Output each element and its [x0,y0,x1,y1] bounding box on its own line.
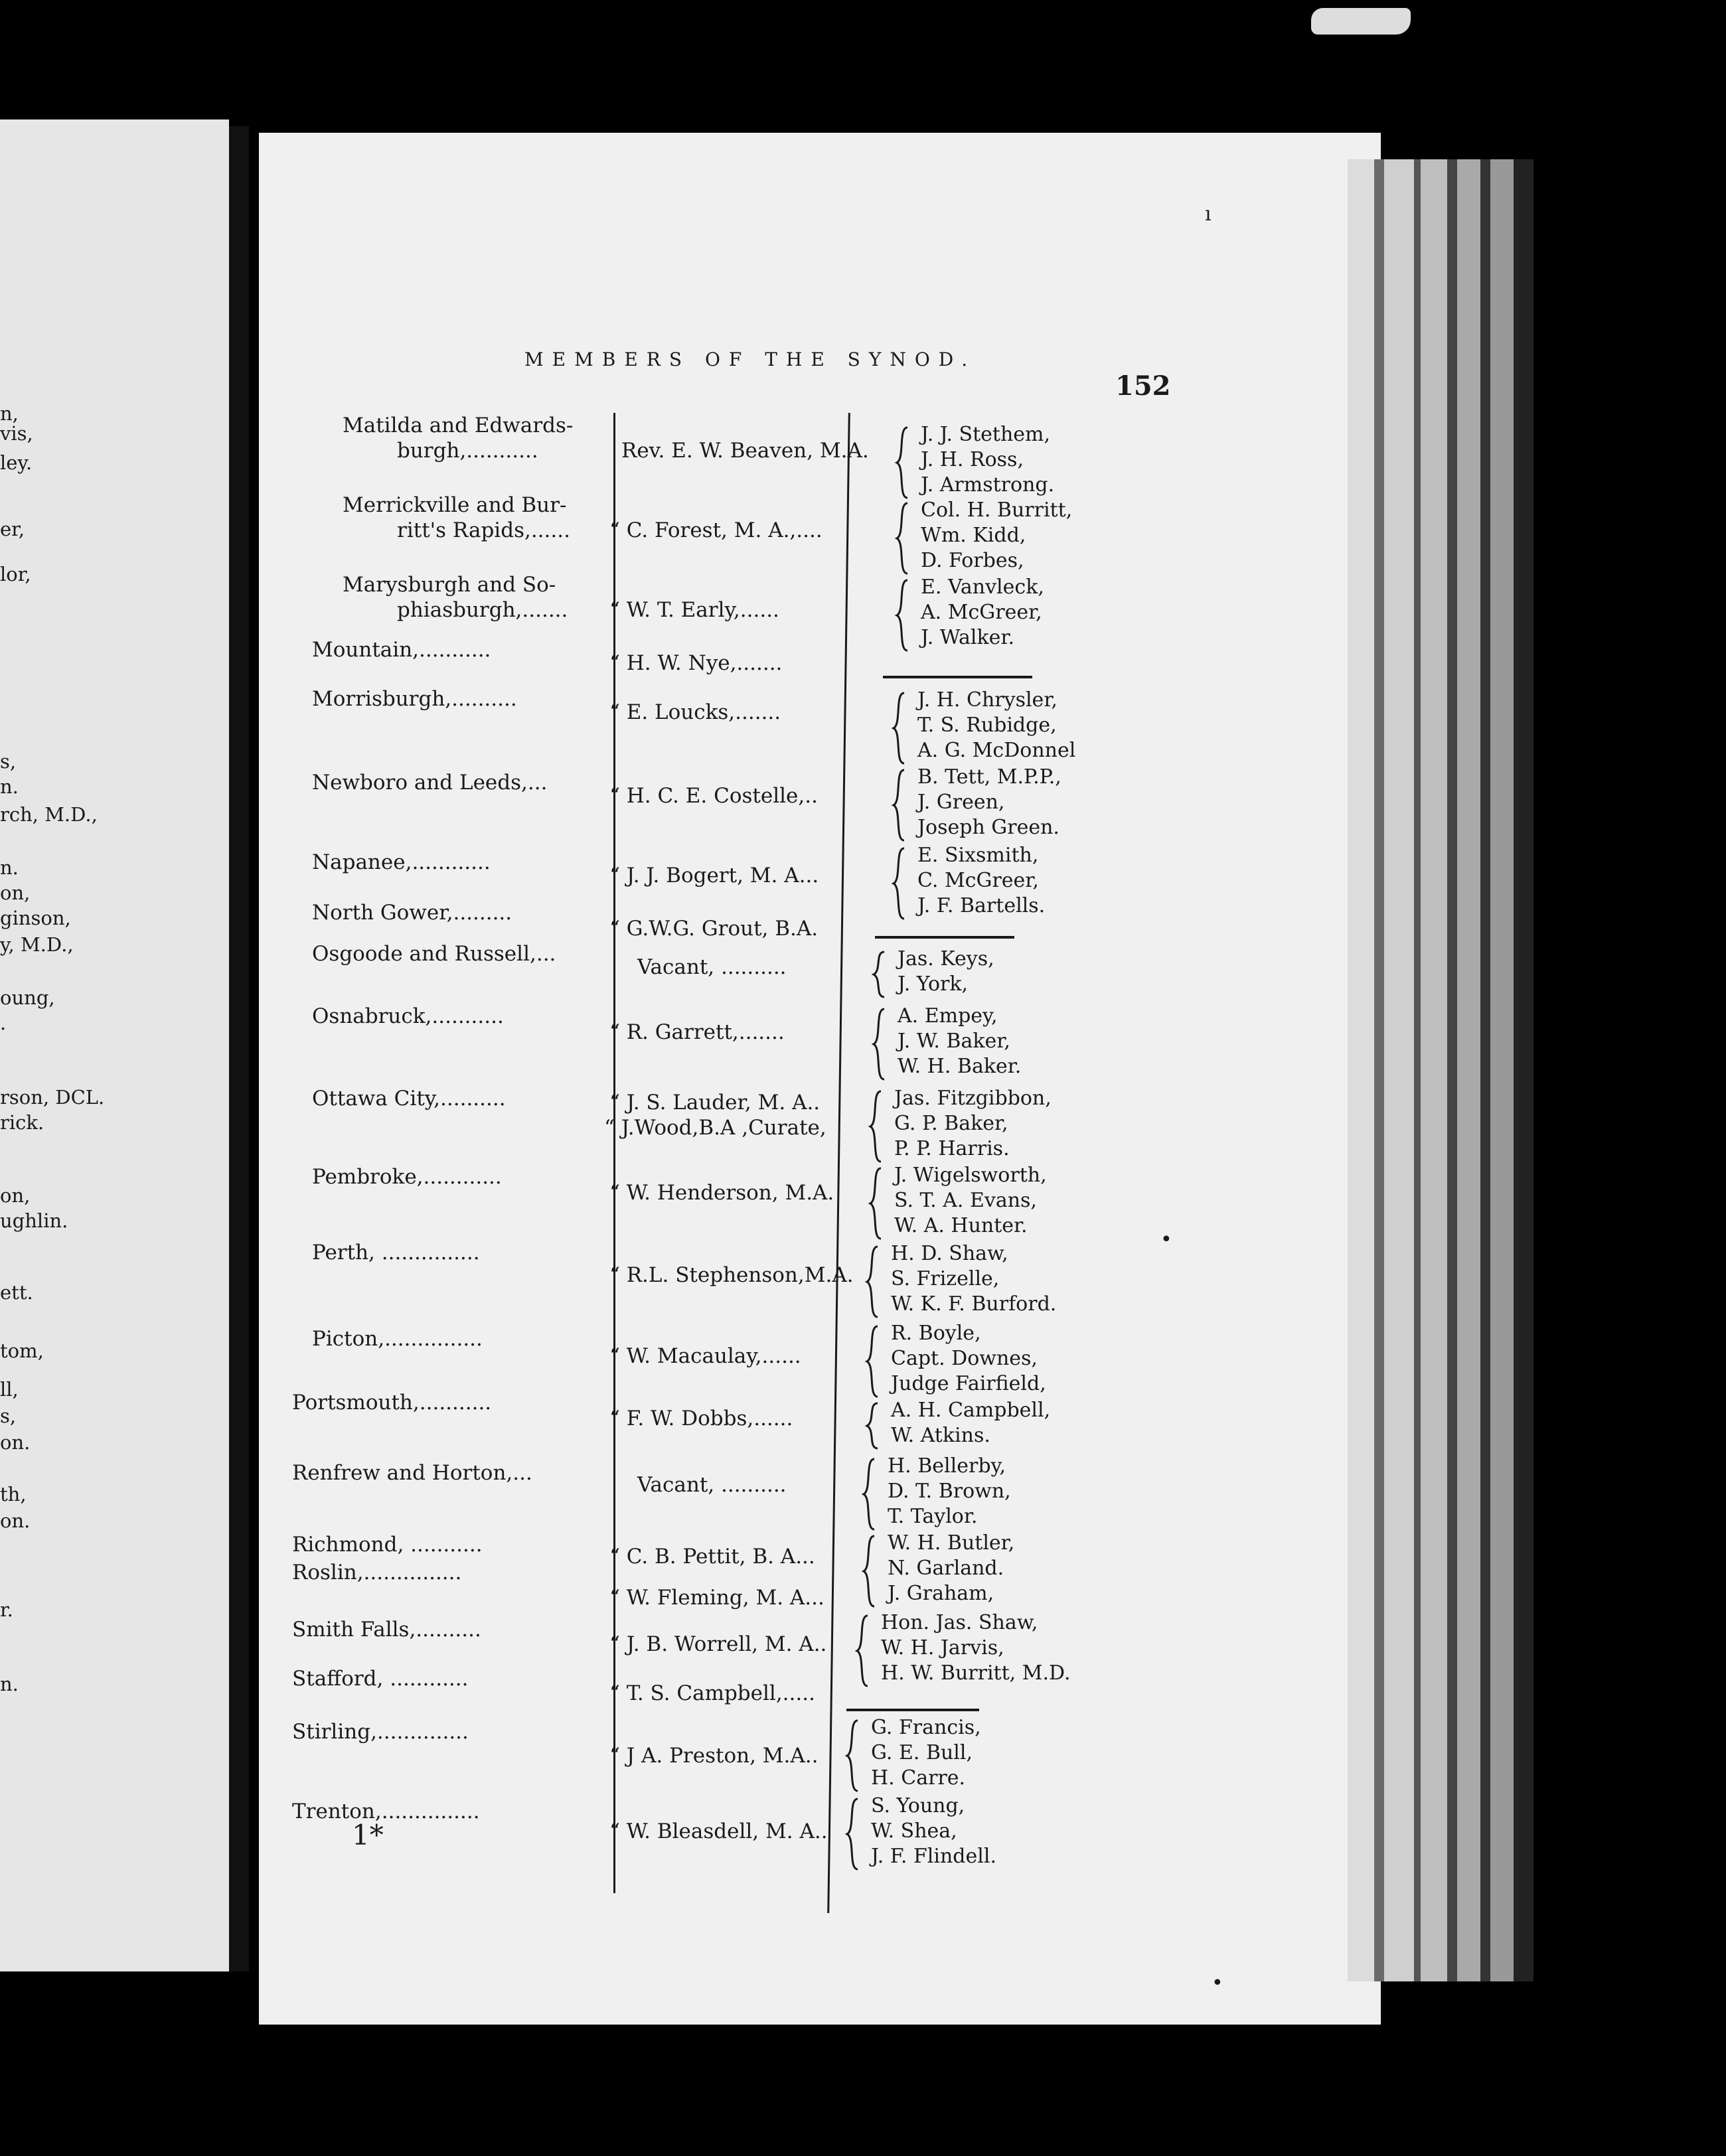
brace-icon [843,1718,863,1794]
delegate-name: Jas. Fitzgibbon, [894,1087,1052,1110]
delegate-name: J. Wigelsworth, [894,1164,1047,1187]
minister-name: “ J. J. Bogert, M. A... [609,864,819,887]
left-fragment-text: er, [0,518,25,540]
parish-line: Napanee,............ [312,850,491,874]
parish-name [312,1326,483,1351]
parish-name [292,1532,483,1557]
delegate-name: Wm. Kidd, [921,524,1026,547]
parish-name [312,637,491,662]
delegate-name: E. Vanvleck, [921,576,1044,599]
parish-line: Osgoode and Russell,... [312,942,556,966]
stray-mark: ı [1205,202,1212,226]
delegate-name: W. H. Jarvis, [881,1636,1004,1659]
delegate-name: J. Walker. [921,626,1014,649]
delegate-name: H. D. Shaw, [891,1242,1008,1265]
left-fragment-text: rch, M.D., [0,803,98,826]
minister-name: “ R. Garrett,....... [609,1020,785,1044]
minister-name: “ W. Macaulay,...... [609,1344,801,1368]
parish-name [292,1560,461,1585]
delegate-name: J. F. Flindell. [871,1845,996,1868]
paper-scrap [1311,8,1411,35]
left-fragment-text: vis, [0,422,33,445]
delegate-name: C. McGreer, [917,869,1039,892]
delegate-name: Hon. Jas. Shaw, [881,1611,1038,1634]
parish-line: Smith Falls,.......... [292,1618,481,1642]
delegate-name: W. Atkins. [891,1424,990,1447]
left-fragment-text: n. [0,775,19,798]
brace-icon [890,767,909,843]
left-fragment-text: s, [0,1405,17,1427]
brace-icon [863,1244,883,1320]
delegate-name: J. Graham, [888,1582,994,1605]
delegate-name: Judge Fairfield, [891,1372,1046,1395]
delegate-name: J. York, [898,972,969,996]
delegate-name: G. E. Bull, [871,1741,973,1764]
minister-name: “ C. Forest, M. A.,.... [609,518,823,542]
minister-name: “ W. T. Early,...... [609,598,779,622]
left-fragment-text: . [0,1012,7,1034]
left-fragment-text: r. [0,1598,13,1621]
delegate-name: A. McGreer, [921,601,1042,624]
left-page-fragment [0,119,229,1971]
left-fragment-text: s, [0,750,17,773]
delegate-name: H. W. Burritt, M.D. [881,1661,1071,1685]
page-number: 152 [1115,370,1171,402]
minister-name: “ W. Henderson, M.A. [609,1181,834,1205]
brace-icon [863,1401,883,1451]
parish-name [312,900,512,925]
minister-name: “ G.W.G. Grout, B.A. [609,917,819,941]
signature-mark: 1* [352,1819,384,1851]
parish-line: Osnabruck,........... [312,1004,504,1028]
delegate-name: J. F. Bartells. [917,894,1046,917]
brace-icon [893,425,913,501]
delegate-name: H. Carre. [871,1766,966,1790]
section-rule [846,1709,979,1711]
left-fragment-text: ginson, [0,907,71,929]
delegate-name: B. Tett, M.P.P., [917,765,1061,789]
brace-icon [870,1006,890,1082]
column-rule-left [613,413,615,1893]
section-rule [875,936,1014,939]
left-fragment-text: on, [0,1184,31,1207]
left-fragment-text: oung, [0,986,55,1009]
parish-line: Merrickville and Bur- [343,493,567,517]
parish-name [312,686,517,712]
delegate-name: T. S. Rubidge, [917,714,1057,737]
parish-line: ritt's Rapids,...... [397,518,570,542]
left-fragment-text: on, [0,882,31,904]
brace-icon [893,578,913,653]
stray-mark: • [1160,1228,1172,1251]
left-fragment-text: rick. [0,1111,44,1134]
parish-line: Marysburgh and So- [343,573,556,597]
delegate-name: P. P. Harris. [894,1137,1010,1160]
left-fragment-text: on. [0,1431,31,1454]
curate-line: “ J.Wood,B.A ,Curate, [604,1116,826,1140]
book-gutter [229,126,249,1971]
delegate-name: N. Garland. [888,1557,1004,1580]
parish-name [343,572,568,623]
running-header: MEMBERS OF THE SYNOD. [524,348,977,370]
left-fragment-text: lor, [0,563,31,585]
left-fragment-text: rson, DCL. [0,1086,105,1109]
left-fragment-text: on. [0,1509,31,1532]
brace-icon [866,1166,886,1241]
left-fragment-text: n. [0,1673,19,1695]
left-fragment-text: th, [0,1483,27,1505]
parish-line: burgh,........... [397,439,538,463]
minister-name: “ F. W. Dobbs,...... [609,1407,793,1430]
brace-icon [893,501,913,576]
left-fragment-text: n, [0,402,19,425]
minister-name: “ T. S. Campbell,..... [609,1681,815,1705]
brace-icon [860,1456,880,1532]
delegate-name: T. Taylor. [888,1505,978,1528]
parish-name [292,1666,468,1691]
parish-line: Perth, ............... [312,1241,480,1265]
delegate-name: J. H. Chrysler, [917,688,1058,712]
parish-name [312,1004,504,1029]
brace-icon [860,1533,880,1609]
delegate-name: S. Frizelle, [891,1267,1000,1290]
minister-name: “ W. Fleming, M. A... [609,1586,824,1610]
parish-name [312,1086,506,1111]
minister-name: “ H. C. E. Costelle,.. [609,784,818,808]
parish-name [312,1240,480,1265]
parish-name [292,1390,491,1415]
parish-line: Portsmouth,........... [292,1391,492,1415]
parish-line: Mountain,........... [312,638,491,662]
minister-name: “ E. Loucks,....... [609,700,781,724]
stray-mark: • [1212,1971,1223,1995]
delegate-name: E. Sixsmith, [917,844,1039,867]
parish-name [292,1719,469,1744]
delegate-name: W. A. Hunter. [894,1214,1028,1237]
parish-name [312,1164,502,1190]
minister-name: “ H. W. Nye,....... [609,651,783,675]
minister-name: “ J. B. Worrell, M. A.. [609,1632,827,1656]
delegate-name: J. W. Baker, [898,1030,1010,1053]
parish-line: North Gower,......... [312,901,512,925]
delegate-name: Joseph Green. [917,816,1059,839]
parish-line: Renfrew and Horton,... [292,1461,532,1485]
parish-line: Stirling,.............. [292,1720,469,1744]
delegate-name: W. Shea, [871,1819,957,1843]
brace-icon [890,690,909,766]
parish-line: Stafford, ............ [292,1667,469,1691]
delegate-name: A. H. Campbell, [891,1399,1051,1422]
parish-name [312,850,491,875]
delegate-name: H. Bellerby, [888,1454,1006,1478]
parish-line: Pembroke,............ [312,1165,502,1189]
parish-line: Picton,............... [312,1327,483,1351]
parish-line: Trenton,............... [292,1800,480,1823]
parish-line: Richmond, ........... [292,1533,483,1557]
brace-icon [890,846,909,921]
delegate-name: J. Armstrong. [921,473,1055,497]
parish-line: Morrisburgh,.......... [312,687,517,711]
delegate-name: W. H. Baker. [898,1055,1022,1078]
brace-icon [870,949,890,1000]
brace-icon [853,1613,873,1689]
delegate-name: G. Francis, [871,1716,981,1739]
delegate-name: D. Forbes, [921,549,1024,572]
minister-name: “ R.L. Stephenson,M.A. [609,1263,854,1287]
parish-line: Matilda and Edwards- [343,414,574,437]
delegate-name: J. H. Ross, [921,448,1024,471]
parish-name [343,493,570,543]
left-fragment-text: n. [0,856,19,879]
delegate-name: R. Boyle, [891,1322,981,1345]
minister-name: Vacant, .......... [637,955,787,979]
parish-line: Ottawa City,.......... [312,1087,506,1111]
delegate-name: S. Young, [871,1794,965,1817]
delegate-name: D. T. Brown, [888,1480,1011,1503]
minister-name: “ J A. Preston, M.A.. [609,1744,819,1768]
delegate-name: A. G. McDonnel [917,739,1076,762]
delegate-name: A. Empey, [898,1004,998,1028]
delegate-name: G. P. Baker, [894,1112,1008,1135]
parish-name [312,770,547,795]
brace-icon [843,1796,863,1872]
left-fragment-text: ett. [0,1281,33,1304]
left-fragment-text: y, M.D., [0,933,74,956]
delegate-name: J. J. Stethem, [921,423,1051,446]
delegate-name: J. Green, [917,791,1005,814]
page-edges [1348,159,1533,1981]
parish-name [312,941,556,966]
parish-line: phiasburgh,....... [397,598,568,622]
parish-name [292,1617,481,1642]
parish-name [292,1799,480,1824]
left-fragment-text: tom, [0,1340,44,1362]
parish-line: Roslin,............... [292,1561,462,1584]
delegate-name: W. K. F. Burford. [891,1292,1057,1316]
parish-line: Newboro and Leeds,... [312,771,548,795]
minister-name: Vacant, .......... [637,1473,787,1497]
parish-name [343,413,573,463]
parish-name [292,1460,532,1486]
left-fragment-text: ughlin. [0,1209,68,1232]
delegate-name: Col. H. Burritt, [921,499,1073,522]
section-rule [883,676,1032,678]
delegate-name: S. T. A. Evans, [894,1189,1037,1212]
brace-icon [866,1089,886,1164]
minister-name: “ C. B. Pettit, B. A... [609,1545,815,1569]
delegate-name: W. H. Butler, [888,1531,1015,1555]
delegate-name: Jas. Keys, [898,947,994,970]
minister-name: “ J. S. Lauder, M. A.. [609,1091,821,1115]
brace-icon [863,1324,883,1399]
left-fragment-text: ley. [0,451,33,474]
minister-name: Rev. E. W. Beaven, M.A. [621,439,869,463]
minister-name: “ W. Bleasdell, M. A.. [609,1819,828,1843]
delegate-name: Capt. Downes, [891,1347,1038,1370]
left-fragment-text: ll, [0,1378,19,1401]
